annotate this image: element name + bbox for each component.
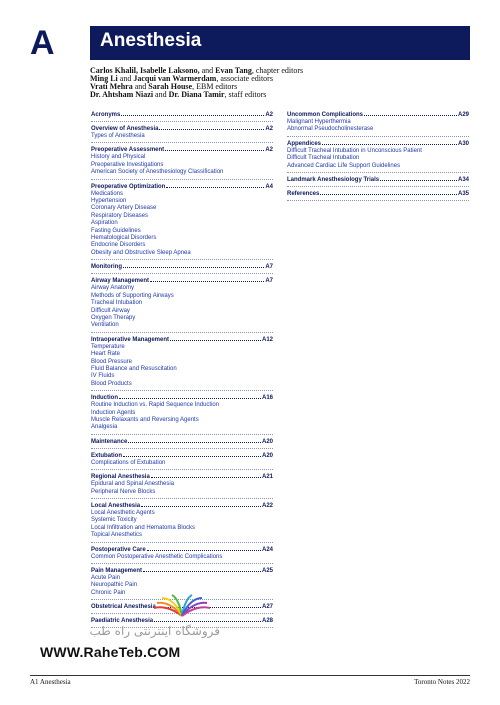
toc-subtopic-link[interactable]: Endocrine Disorders	[91, 242, 146, 249]
chapter-header	[30, 26, 470, 60]
toc-divider	[91, 434, 273, 435]
toc-heading-label: Maintenance	[91, 438, 128, 445]
toc-subtopic-link[interactable]: Airway Anatomy	[91, 285, 135, 292]
toc-heading-label: Preoperative Assessment	[91, 147, 165, 154]
toc-divider	[287, 136, 469, 137]
toc-subtopic-link[interactable]: Blood Pressure	[91, 358, 133, 365]
toc-divider	[91, 179, 273, 180]
toc-leader-dots	[380, 180, 457, 181]
toc-page-number: A28	[261, 618, 273, 625]
toc-page-number: A21	[261, 474, 273, 481]
book-rainbow-icon	[152, 594, 212, 618]
toc-heading-label: Overview of Anesthesia	[91, 126, 159, 132]
toc-subtopic-link[interactable]: Local Anesthetic Agents	[91, 510, 155, 516]
toc-divider	[91, 332, 273, 333]
toc-page-number: A20	[261, 438, 273, 445]
toc-subtopic-link[interactable]: Tracheal Intubation	[91, 300, 143, 307]
toc-page-number: A7	[265, 264, 273, 271]
toc-heading-link[interactable]	[287, 141, 469, 148]
toc-subtopic-link[interactable]: Coronary Artery Disease	[91, 205, 157, 212]
toc-subtopic-link[interactable]: Induction Agents	[91, 409, 136, 416]
toc-heading-label: Extubation	[91, 452, 122, 459]
toc-entry	[91, 126, 273, 143]
toc-leader-dots	[322, 144, 457, 145]
toc-heading-link[interactable]	[91, 474, 273, 481]
toc-page-number: A30	[457, 140, 469, 147]
toc-heading-link[interactable]	[287, 177, 469, 184]
watermark-url: WWW.RaheTeb.COM	[40, 644, 181, 660]
toc-subtopic-link[interactable]: Heart Rate	[91, 351, 121, 358]
toc-subtopic-link[interactable]: Difficult Tracheal Intubation	[287, 155, 360, 162]
toc-heading-label: Postoperative Care	[91, 546, 146, 553]
toc-right-column	[287, 112, 469, 205]
toc-subtopic-link[interactable]: Difficult Airway	[91, 307, 130, 314]
toc-subtopic-link[interactable]: Obesity and Obstructive Sleep Apnea	[91, 249, 191, 256]
chapter-title: Anesthesia	[100, 30, 202, 51]
toc-subtopic-link[interactable]: Acute Pain	[91, 575, 121, 582]
toc-heading-label: Paediatric Anesthesia	[91, 618, 154, 625]
toc-heading-link[interactable]	[91, 184, 273, 191]
toc-subtopic-link[interactable]: Temperature	[91, 343, 125, 350]
toc-heading-link[interactable]	[91, 337, 273, 344]
editor-text: Ming Li	[90, 74, 120, 83]
toc-entry	[91, 474, 273, 499]
toc-page-number: A25	[261, 568, 273, 575]
toc-page-number: A24	[261, 546, 273, 553]
toc-page-number: A34	[457, 177, 469, 184]
toc-subtopic-link[interactable]: IV Fluids	[91, 373, 115, 380]
toc-divider	[287, 186, 469, 187]
toc-leader-dots	[165, 150, 264, 151]
toc-page-number: A27	[261, 604, 273, 611]
toc-subtopic-link[interactable]: Local Infiltration and Hematoma Blocks	[91, 524, 196, 531]
editor-text: and	[119, 74, 134, 83]
toc-leader-dots	[123, 456, 261, 457]
toc-subtopic-link[interactable]: Common Postoperative Anesthetic Complications	[91, 553, 223, 560]
toc-subtopic-link[interactable]: Blood Products	[91, 380, 132, 387]
toc-subtopic-link[interactable]: Advanced Cardiac Life Support Guidelines	[287, 162, 401, 169]
editor-text: , chapter editors	[251, 66, 304, 75]
toc-heading-link[interactable]	[91, 453, 273, 460]
toc-heading-label: Pain Management	[91, 568, 143, 575]
toc-divider	[91, 390, 273, 391]
toc-subtopic-link[interactable]: Ventilation	[91, 322, 119, 329]
toc-entry	[287, 112, 469, 137]
toc-leader-dots	[123, 267, 264, 268]
toc-leader-dots	[150, 281, 264, 282]
toc-entry	[287, 141, 469, 173]
toc-heading-link[interactable]	[287, 191, 469, 198]
editor-text: Dr. Diana Tamir	[168, 90, 225, 99]
toc-heading-link[interactable]	[91, 568, 273, 575]
toc-heading-label: Intraoperative Management	[91, 336, 170, 343]
toc-subtopic-link[interactable]: Systemic Toxicity	[91, 517, 137, 524]
toc-divider	[91, 121, 273, 122]
toc-entry	[91, 503, 273, 543]
toc-entry	[91, 453, 273, 470]
toc-subtopic-link[interactable]: Neuropathic Pain	[91, 582, 138, 589]
toc-left-column	[91, 112, 273, 632]
toc-divider	[91, 563, 273, 564]
toc-subtopic-link[interactable]: Hematological Disorders	[91, 235, 157, 242]
toc-divider	[91, 448, 273, 449]
toc-leader-dots	[119, 398, 261, 399]
title-bar	[90, 26, 470, 60]
toc-subtopic-link[interactable]: Medications	[91, 190, 124, 197]
editor-text: , staff editors	[224, 90, 267, 99]
toc-heading-link[interactable]	[91, 503, 273, 510]
toc-heading-label: Monitoring	[91, 264, 122, 271]
toc-divider	[91, 498, 273, 499]
toc-page-number: A2	[265, 112, 273, 118]
toc-heading-link[interactable]	[91, 147, 273, 154]
toc-page-number: A2	[265, 126, 273, 132]
toc-heading-link[interactable]	[91, 126, 273, 133]
editor-text: Sarah House	[148, 82, 193, 91]
toc-leader-dots	[147, 550, 261, 551]
toc-page-number: A12	[261, 336, 273, 343]
footer-rule	[30, 675, 470, 676]
toc-heading-label: Landmark Anesthesiology Trials	[287, 177, 380, 184]
toc-subtopic-link[interactable]: American Society of Anesthesiology Classification	[91, 169, 224, 176]
toc-divider	[91, 542, 273, 543]
editor-text: , associate editors	[216, 74, 273, 83]
toc-leader-dots	[166, 187, 264, 188]
toc-subtopic-link[interactable]: History and Physical	[91, 154, 146, 161]
watermark	[40, 590, 220, 660]
toc-heading-link[interactable]	[91, 112, 273, 119]
footer-right: Toronto Notes 2022	[414, 678, 470, 686]
toc-heading-label: Acronyms	[91, 112, 121, 118]
editor-text: Vrati Mehra	[90, 82, 135, 91]
toc-heading-label: Induction	[91, 395, 118, 402]
editor-text: , EBM editors	[192, 82, 238, 91]
toc-subtopic-link[interactable]: Peripheral Nerve Blocks	[91, 488, 156, 495]
toc-heading-link[interactable]	[91, 278, 273, 285]
toc-page-number: A2	[265, 147, 273, 154]
toc-page-number: A7	[265, 278, 273, 285]
toc-subtopic-link[interactable]: Methods of Supporting Airways	[91, 292, 174, 299]
editor-line	[90, 91, 450, 99]
toc-subtopic-link[interactable]: Difficult Tracheal Intubation in Unconscious Patient	[287, 147, 422, 154]
toc-page-number: A16	[261, 395, 273, 402]
toc-heading-label: References	[287, 191, 320, 198]
toc-heading-label: Obstetrical Anesthesia	[91, 604, 156, 611]
toc-subtopic-link[interactable]: Routine Induction vs. Rapid Sequence Induction	[91, 402, 220, 409]
toc-subtopic-link[interactable]: Respiratory Diseases	[91, 212, 149, 219]
toc-subtopic-link[interactable]: Oxygen Therapy	[91, 314, 136, 321]
toc-divider	[91, 142, 273, 143]
toc-entry	[91, 337, 273, 391]
toc-heading-label: Airway Management	[91, 278, 150, 285]
toc-subtopic-link[interactable]: Types of Anesthesia	[91, 133, 145, 139]
toc-entry	[91, 547, 273, 564]
editor-text: and	[155, 90, 169, 99]
toc-heading-label: Local Anesthesia	[91, 503, 141, 509]
toc-heading-link[interactable]	[91, 395, 273, 402]
toc-divider	[91, 273, 273, 274]
editor-text: Jacqui van Warmerdam	[133, 74, 217, 83]
toc-subtopic-link[interactable]: Hypertension	[91, 198, 127, 205]
toc-subtopic-link[interactable]: Complications of Extubation	[91, 459, 166, 466]
chapter-letter: A	[30, 24, 55, 62]
toc-subtopic-link[interactable]: Topical Anesthetics	[91, 532, 143, 539]
toc-heading-label: Preoperative Optimization	[91, 183, 166, 190]
toc-subtopic-link[interactable]: Abnormal Pseudocholinesterase	[287, 126, 374, 133]
toc-subtopic-link[interactable]: Malignant Hyperthermia	[287, 119, 351, 125]
toc-entry	[91, 395, 273, 435]
toc-entry	[91, 112, 273, 122]
editor-text: and	[201, 66, 216, 75]
toc-leader-dots	[128, 442, 261, 443]
toc-subtopic-link[interactable]: Epidural and Spinal Anesthesia	[91, 481, 175, 488]
editor-text: and	[134, 82, 149, 91]
toc-heading-label: Appendices	[287, 140, 322, 147]
toc-entry	[91, 184, 273, 261]
toc-subtopic-link[interactable]: Muscle Relaxants and Reversing Agents	[91, 416, 199, 423]
toc-leader-dots	[121, 115, 264, 116]
toc-entry	[91, 264, 273, 274]
editor-text: Evan Tang	[215, 66, 252, 75]
toc-subtopic-link[interactable]: Preoperative Investigations	[91, 161, 164, 168]
editors-list	[90, 67, 450, 99]
toc-leader-dots	[151, 477, 261, 478]
toc-subtopic-link[interactable]: Chronic Pain	[91, 589, 126, 596]
toc-heading-link[interactable]	[91, 264, 273, 271]
toc-heading-label: Regional Anesthesia	[91, 474, 150, 481]
toc-subtopic-link[interactable]: Fluid Balance and Resuscitation	[91, 365, 177, 372]
toc-divider	[287, 172, 469, 173]
toc-entry	[91, 147, 273, 179]
toc-entry	[91, 278, 273, 332]
toc-leader-dots	[364, 115, 457, 116]
toc-divider	[91, 469, 273, 470]
toc-entry	[287, 191, 469, 201]
toc-leader-dots	[141, 506, 261, 507]
toc-divider	[91, 259, 273, 260]
toc-page-number: A22	[261, 503, 273, 509]
toc-subtopic-link[interactable]: Fasting Guidelines	[91, 227, 141, 234]
toc-leader-dots	[320, 194, 457, 195]
toc-leader-dots	[170, 340, 261, 341]
watermark-farsi-text: فروشگاه اینترنتی راه طب	[89, 624, 220, 638]
toc-leader-dots	[159, 129, 264, 130]
toc-subtopic-link[interactable]: Aspiration	[91, 220, 118, 227]
toc-page-number: A20	[261, 452, 273, 459]
toc-heading-link[interactable]	[91, 439, 273, 446]
footer-left: A1 Anesthesia	[30, 678, 71, 686]
toc-page-number: A29	[457, 112, 469, 118]
toc-page-number: A4	[265, 183, 273, 190]
toc-heading-link[interactable]	[91, 547, 273, 554]
editor-text: Carlos Khalil, Isabelle Laksono,	[90, 66, 202, 75]
toc-subtopic-link[interactable]: Analgesia	[91, 424, 118, 431]
toc-entry	[91, 439, 273, 449]
toc-page-number: A35	[457, 191, 469, 198]
toc-heading-link[interactable]	[287, 112, 469, 119]
toc-entry	[287, 177, 469, 187]
editor-text: Dr. Ahtsham Niazi	[90, 90, 156, 99]
toc-heading-label: Uncommon Complications	[287, 112, 364, 118]
toc-divider	[287, 200, 469, 201]
toc-leader-dots	[143, 571, 261, 572]
